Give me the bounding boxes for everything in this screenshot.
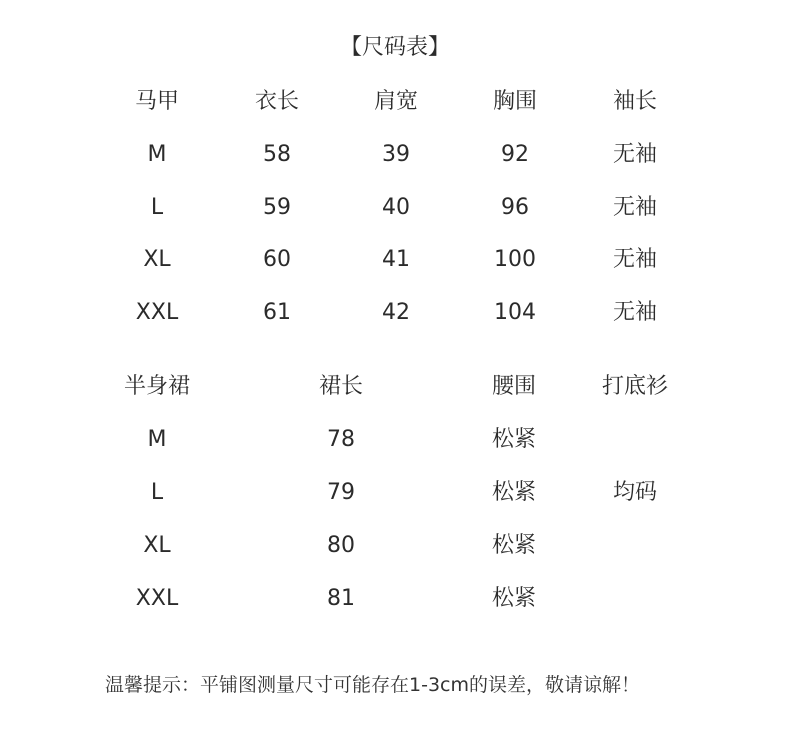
skirt-cell-length: 79 <box>327 480 355 505</box>
vest-cell-shoulder: 39 <box>382 142 410 167</box>
vest-cell-sleeve: 无袖 <box>612 195 657 220</box>
vest-header-length: 衣长 <box>254 89 299 114</box>
vest-cell-shoulder: 41 <box>382 247 410 272</box>
vest-cell-chest: 92 <box>501 142 529 167</box>
vest-cell-sleeve: 无袖 <box>612 247 657 272</box>
skirt-header-name: 半身裙 <box>123 374 190 399</box>
vest-header-name: 马甲 <box>134 89 179 114</box>
skirt-cell-size: L <box>150 480 164 505</box>
skirt-header-waist: 腰围 <box>491 374 536 399</box>
vest-cell-length: 59 <box>263 195 291 220</box>
size-chart-title: 【尺码表】 <box>339 35 450 60</box>
vest-cell-shoulder: 42 <box>382 300 410 325</box>
skirt-cell-size: XXL <box>135 586 179 611</box>
skirt-cell-size: M <box>147 427 167 452</box>
vest-cell-chest: 104 <box>494 300 536 325</box>
vest-cell-length: 60 <box>263 247 291 272</box>
vest-cell-sleeve: 无袖 <box>612 300 657 325</box>
vest-cell-size: M <box>147 142 167 167</box>
skirt-cell-waist: 松紧 <box>491 586 536 611</box>
vest-cell-length: 61 <box>263 300 291 325</box>
vest-cell-chest: 100 <box>494 247 536 272</box>
skirt-cell-waist: 松紧 <box>491 533 536 558</box>
skirt-header-length: 裙长 <box>318 374 363 399</box>
skirt-cell-length: 81 <box>327 586 355 611</box>
vest-header-chest: 胸围 <box>492 89 537 114</box>
skirt-cell-waist: 松紧 <box>491 427 536 452</box>
vest-cell-size: XXL <box>135 300 179 325</box>
vest-cell-shoulder: 40 <box>382 195 410 220</box>
vest-header-shoulder: 肩宽 <box>373 89 418 114</box>
vest-cell-chest: 96 <box>501 195 529 220</box>
vest-cell-size: XL <box>143 247 171 272</box>
vest-cell-size: L <box>150 195 164 220</box>
vest-cell-sleeve: 无袖 <box>612 142 657 167</box>
vest-cell-length: 58 <box>263 142 291 167</box>
skirt-header-undershirt: 打底衫 <box>601 374 668 399</box>
undershirt-size: 均码 <box>612 480 657 505</box>
measurement-note: 温馨提示：平铺图测量尺寸可能存在1-3cm的误差，敬请谅解！ <box>105 674 640 696</box>
vest-header-sleeve: 袖长 <box>612 89 657 114</box>
skirt-cell-waist: 松紧 <box>491 480 536 505</box>
skirt-cell-size: XL <box>143 533 171 558</box>
skirt-cell-length: 78 <box>327 427 355 452</box>
skirt-cell-length: 80 <box>327 533 355 558</box>
